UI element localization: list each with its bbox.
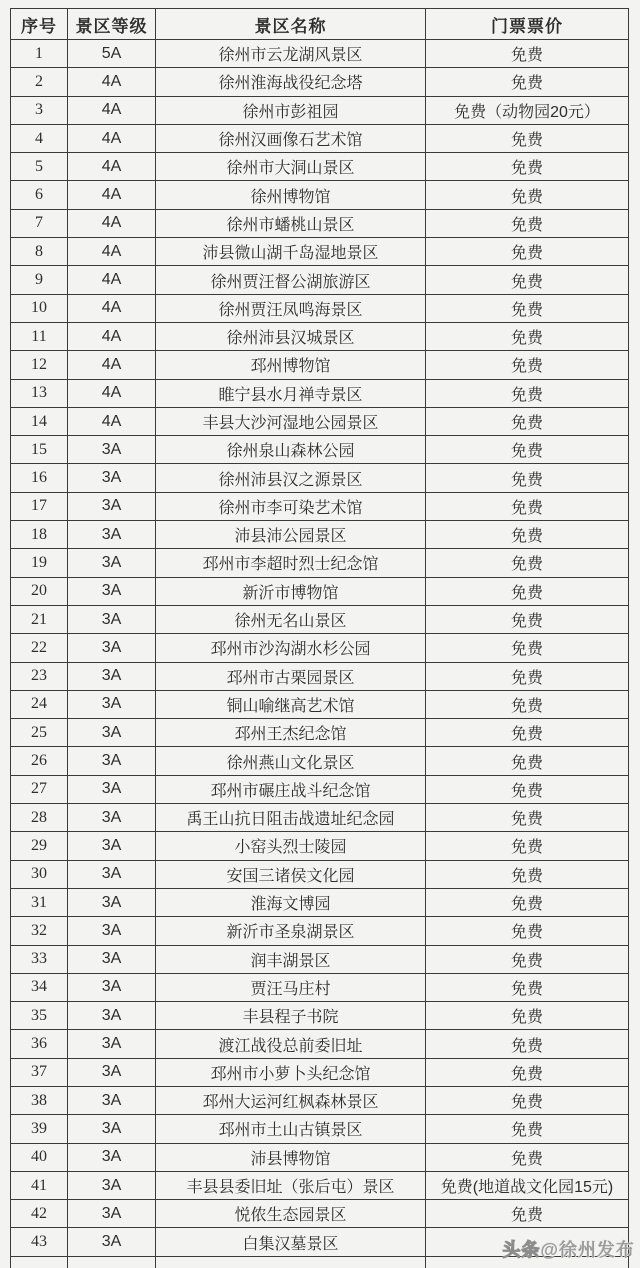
level-cell: 3A: [68, 747, 156, 775]
ticket-price-cell: 免费: [426, 436, 629, 464]
table-row: [11, 1002, 629, 1030]
row-number-cell: 28: [11, 804, 68, 832]
table-row: [11, 888, 629, 916]
scenic-area-name-cell: 徐州博物馆: [156, 181, 426, 209]
level-cell: 3A: [68, 1030, 156, 1058]
table-row: [11, 945, 629, 973]
header-scenic-area-name: 景区名称: [156, 9, 426, 40]
ticket-price-cell: 免费: [426, 68, 629, 96]
row-number-cell: 2: [11, 68, 68, 96]
table-row: [11, 407, 629, 435]
table-row: [11, 747, 629, 775]
ticket-price-cell: 免费: [426, 888, 629, 916]
row-number-cell: 1: [11, 40, 68, 68]
row-number-cell: 43: [11, 1228, 68, 1256]
scenic-area-name-cell: 丰县大沙河湿地公园景区: [156, 407, 426, 435]
watermark-account-text: @徐州发布: [540, 1240, 635, 1260]
ticket-price-cell: 免费: [426, 747, 629, 775]
ticket-price-cell: 免费: [426, 1200, 629, 1228]
table-row: [11, 1143, 629, 1171]
scenic-area-name-cell: 丰县县委旧址（张后屯）景区: [156, 1171, 426, 1199]
table-row: [11, 775, 629, 803]
level-cell: 4A: [68, 294, 156, 322]
ticket-price-cell: 免费: [426, 549, 629, 577]
row-number-cell: 40: [11, 1143, 68, 1171]
row-number-cell: 4: [11, 124, 68, 152]
ticket-price-cell: 免费: [426, 209, 629, 237]
row-number-cell: 41: [11, 1171, 68, 1199]
scenic-area-name-cell: 渡江战役总前委旧址: [156, 1030, 426, 1058]
table-row: [11, 690, 629, 718]
table-row: [11, 577, 629, 605]
scenic-area-name-cell: 沛县微山湖千岛湿地景区: [156, 238, 426, 266]
row-number-cell: [11, 1256, 68, 1268]
scenic-area-name-cell: 白集汉墓景区: [156, 1228, 426, 1256]
level-cell: 3A: [68, 719, 156, 747]
level-cell: 4A: [68, 266, 156, 294]
row-number-cell: 26: [11, 747, 68, 775]
level-cell: 3A: [68, 775, 156, 803]
table-row: [11, 1171, 629, 1199]
table-row: [11, 804, 629, 832]
scenic-area-name-cell: 徐州市彭祖园: [156, 96, 426, 124]
level-cell: 3A: [68, 492, 156, 520]
level-cell: 3A: [68, 888, 156, 916]
ticket-price-cell: 免费: [426, 351, 629, 379]
level-cell: 3A: [68, 662, 156, 690]
level-cell: 3A: [68, 1086, 156, 1114]
level-cell: 4A: [68, 68, 156, 96]
row-number-cell: 12: [11, 351, 68, 379]
scenic-area-name-cell: 沛县沛公园景区: [156, 521, 426, 549]
table-row: [11, 351, 629, 379]
ticket-price-cell: 免费: [426, 1086, 629, 1114]
scenic-area-name-cell: 安国三诸侯文化园: [156, 860, 426, 888]
ticket-price-cell: 免费: [426, 634, 629, 662]
ticket-price-cell: 免费: [426, 1115, 629, 1143]
scenic-area-name-cell: 邳州市沙沟湖水杉公园: [156, 634, 426, 662]
row-number-cell: 32: [11, 917, 68, 945]
level-cell: 3A: [68, 1228, 156, 1256]
table-body: [11, 40, 629, 1268]
table-row: [11, 464, 629, 492]
level-cell: 3A: [68, 521, 156, 549]
ticket-price-cell: 免费: [426, 407, 629, 435]
header-serial-number: 序号: [11, 9, 68, 40]
ticket-price-cell: 免费: [426, 1143, 629, 1171]
row-number-cell: 9: [11, 266, 68, 294]
ticket-price-cell: 免费: [426, 1002, 629, 1030]
table-row: [11, 832, 629, 860]
scenic-area-name-cell: 悦侬生态园景区: [156, 1200, 426, 1228]
table-row: [11, 96, 629, 124]
level-cell: 3A: [68, 549, 156, 577]
table-row: [11, 294, 629, 322]
level-cell: 4A: [68, 181, 156, 209]
table-row: [11, 634, 629, 662]
table-row: [11, 605, 629, 633]
level-cell: 3A: [68, 436, 156, 464]
row-number-cell: 17: [11, 492, 68, 520]
level-cell: 4A: [68, 322, 156, 350]
row-number-cell: 8: [11, 238, 68, 266]
table-row: [11, 181, 629, 209]
scenic-area-name-cell: 邳州市古栗园景区: [156, 662, 426, 690]
ticket-price-cell: 免费: [426, 917, 629, 945]
scenic-area-name-cell: 小窑头烈士陵园: [156, 832, 426, 860]
table-row: [11, 1086, 629, 1114]
ticket-price-cell: 免费: [426, 605, 629, 633]
table-row: [11, 492, 629, 520]
scenic-area-name-cell: 徐州市云龙湖风景区: [156, 40, 426, 68]
table-row: [11, 1228, 629, 1256]
row-number-cell: 25: [11, 719, 68, 747]
row-number-cell: 3: [11, 96, 68, 124]
scenic-area-name-cell: 润丰湖景区: [156, 945, 426, 973]
row-number-cell: 10: [11, 294, 68, 322]
row-number-cell: 14: [11, 407, 68, 435]
scenic-area-name-cell: 徐州无名山景区: [156, 605, 426, 633]
table-row: [11, 153, 629, 181]
scenic-area-name-cell: 铜山喻继高艺术馆: [156, 690, 426, 718]
row-number-cell: 39: [11, 1115, 68, 1143]
level-cell: 3A: [68, 464, 156, 492]
table-row: [11, 521, 629, 549]
row-number-cell: 35: [11, 1002, 68, 1030]
table-row: [11, 1058, 629, 1086]
level-cell: 3A: [68, 577, 156, 605]
scenic-area-name-cell: 徐州市大洞山景区: [156, 153, 426, 181]
level-cell: 3A: [68, 917, 156, 945]
table-row: [11, 973, 629, 1001]
ticket-price-cell: 免费: [426, 322, 629, 350]
row-number-cell: 30: [11, 860, 68, 888]
table-row: [11, 662, 629, 690]
table-row: [11, 917, 629, 945]
row-number-cell: 37: [11, 1058, 68, 1086]
level-cell: 3A: [68, 945, 156, 973]
table-row: [11, 322, 629, 350]
ticket-price-cell: 免费: [426, 832, 629, 860]
row-number-cell: 16: [11, 464, 68, 492]
level-cell: 3A: [68, 1200, 156, 1228]
scenic-area-name-cell: 邳州市土山古镇景区: [156, 1115, 426, 1143]
scenic-area-name-cell: 睢宁县水月禅寺景区: [156, 379, 426, 407]
level-cell: 5A: [68, 40, 156, 68]
row-number-cell: 11: [11, 322, 68, 350]
scenic-area-name-cell: 徐州市李可染艺术馆: [156, 492, 426, 520]
level-cell: 4A: [68, 153, 156, 181]
ticket-price-cell: 免费: [426, 238, 629, 266]
level-cell: 3A: [68, 1058, 156, 1086]
level-cell: 3A: [68, 690, 156, 718]
ticket-price-cell: 免费: [426, 804, 629, 832]
level-cell: 4A: [68, 238, 156, 266]
level-cell: 4A: [68, 209, 156, 237]
row-number-cell: 33: [11, 945, 68, 973]
row-number-cell: 6: [11, 181, 68, 209]
ticket-price-cell: 免费: [426, 464, 629, 492]
row-number-cell: 27: [11, 775, 68, 803]
table-row: [11, 40, 629, 68]
ticket-price-cell: 免费: [426, 153, 629, 181]
row-number-cell: 21: [11, 605, 68, 633]
toutiao-logo-text: 头条: [502, 1240, 541, 1260]
scenic-area-name-cell: 新沂市博物馆: [156, 577, 426, 605]
ticket-price-cell: 免费: [426, 860, 629, 888]
table-row: [11, 209, 629, 237]
scenic-area-name-cell: 徐州汉画像石艺术馆: [156, 124, 426, 152]
table-row: [11, 719, 629, 747]
scenic-area-name-cell: 邳州大运河红枫森林景区: [156, 1086, 426, 1114]
level-cell: [68, 1256, 156, 1268]
ticket-price-cell: [426, 1256, 629, 1268]
scenic-area-name-cell: 徐州贾汪凤鸣海景区: [156, 294, 426, 322]
scenic-area-name-cell: 徐州贾汪督公湖旅游区: [156, 266, 426, 294]
level-cell: 3A: [68, 1143, 156, 1171]
scenic-area-name-cell: 徐州燕山文化景区: [156, 747, 426, 775]
scenic-area-name-cell: 徐州沛县汉之源景区: [156, 464, 426, 492]
table-row: [11, 549, 629, 577]
ticket-price-cell: 免费: [426, 662, 629, 690]
level-cell: 3A: [68, 973, 156, 1001]
header-row: [11, 9, 629, 40]
ticket-price-cell: 免费: [426, 945, 629, 973]
ticket-price-cell: 免费: [426, 973, 629, 1001]
ticket-price-cell: 免费: [426, 521, 629, 549]
table-row: [11, 266, 629, 294]
scenic-area-name-cell: 徐州淮海战役纪念塔: [156, 68, 426, 96]
ticket-price-cell: 免费: [426, 379, 629, 407]
table-row: [11, 379, 629, 407]
row-number-cell: 22: [11, 634, 68, 662]
ticket-price-cell: 免费: [426, 577, 629, 605]
ticket-price-cell: 免费: [426, 266, 629, 294]
row-number-cell: 18: [11, 521, 68, 549]
level-cell: 3A: [68, 605, 156, 633]
header-scenic-area-level: 景区等级: [68, 9, 156, 40]
row-number-cell: 38: [11, 1086, 68, 1114]
ticket-price-cell: [426, 1228, 629, 1256]
row-number-cell: 5: [11, 153, 68, 181]
scenic-area-name-cell: 徐州市蟠桃山景区: [156, 209, 426, 237]
level-cell: 3A: [68, 634, 156, 662]
scenic-area-name-cell: 邳州市小萝卜头纪念馆: [156, 1058, 426, 1086]
level-cell: 4A: [68, 379, 156, 407]
ticket-price-cell: 免费: [426, 124, 629, 152]
scenic-area-name-cell: 邳州博物馆: [156, 351, 426, 379]
ticket-price-cell: 免费(地道战文化园15元): [426, 1171, 629, 1199]
row-number-cell: 7: [11, 209, 68, 237]
scenic-area-name-cell: 淮海文博园: [156, 888, 426, 916]
row-number-cell: 34: [11, 973, 68, 1001]
scenic-area-name-cell: 贾汪马庄村: [156, 973, 426, 1001]
ticket-price-cell: 免费: [426, 690, 629, 718]
row-number-cell: 15: [11, 436, 68, 464]
table-row: [11, 1115, 629, 1143]
level-cell: 3A: [68, 860, 156, 888]
level-cell: 3A: [68, 1171, 156, 1199]
scenic-area-name-cell: 邳州王杰纪念馆: [156, 719, 426, 747]
scenic-area-name-cell: 邳州市碾庄战斗纪念馆: [156, 775, 426, 803]
row-number-cell: 24: [11, 690, 68, 718]
ticket-price-cell: 免费: [426, 719, 629, 747]
table-row: [11, 1030, 629, 1058]
level-cell: 3A: [68, 1002, 156, 1030]
table-row: [11, 238, 629, 266]
row-number-cell: 29: [11, 832, 68, 860]
table-row: [11, 860, 629, 888]
level-cell: 4A: [68, 407, 156, 435]
clipped-next-row: [11, 1256, 629, 1268]
scenic-area-name-cell: 徐州沛县汉城景区: [156, 322, 426, 350]
ticket-price-cell: 免费: [426, 1058, 629, 1086]
level-cell: 3A: [68, 1115, 156, 1143]
ticket-price-cell: 免费: [426, 294, 629, 322]
ticket-price-cell: 免费（动物园20元）: [426, 96, 629, 124]
level-cell: 4A: [68, 351, 156, 379]
scenic-area-name-cell: 邳州市李超时烈士纪念馆: [156, 549, 426, 577]
table-row: [11, 68, 629, 96]
scenic-area-name-cell: 禹王山抗日阻击战遗址纪念园: [156, 804, 426, 832]
level-cell: 4A: [68, 96, 156, 124]
row-number-cell: 42: [11, 1200, 68, 1228]
table-row: [11, 1200, 629, 1228]
ticket-price-cell: 免费: [426, 40, 629, 68]
row-number-cell: 36: [11, 1030, 68, 1058]
level-cell: 4A: [68, 124, 156, 152]
scenic-area-name-cell: 新沂市圣泉湖景区: [156, 917, 426, 945]
row-number-cell: 23: [11, 662, 68, 690]
scenic-area-name-cell: 沛县博物馆: [156, 1143, 426, 1171]
scenic-area-name-cell: 徐州泉山森林公园: [156, 436, 426, 464]
row-number-cell: 31: [11, 888, 68, 916]
scenic-area-name-cell: 丰县程子书院: [156, 1002, 426, 1030]
scenic-area-name-cell: [156, 1256, 426, 1268]
level-cell: 3A: [68, 804, 156, 832]
header-ticket-price: 门票票价: [426, 9, 629, 40]
ticket-price-cell: 免费: [426, 492, 629, 520]
row-number-cell: 13: [11, 379, 68, 407]
ticket-price-cell: 免费: [426, 181, 629, 209]
row-number-cell: 19: [11, 549, 68, 577]
ticket-price-cell: 免费: [426, 775, 629, 803]
ticket-price-cell: 免费: [426, 1030, 629, 1058]
table-row: [11, 436, 629, 464]
table-row: [11, 124, 629, 152]
level-cell: 3A: [68, 832, 156, 860]
scenic-area-price-table: [10, 8, 629, 1268]
row-number-cell: 20: [11, 577, 68, 605]
